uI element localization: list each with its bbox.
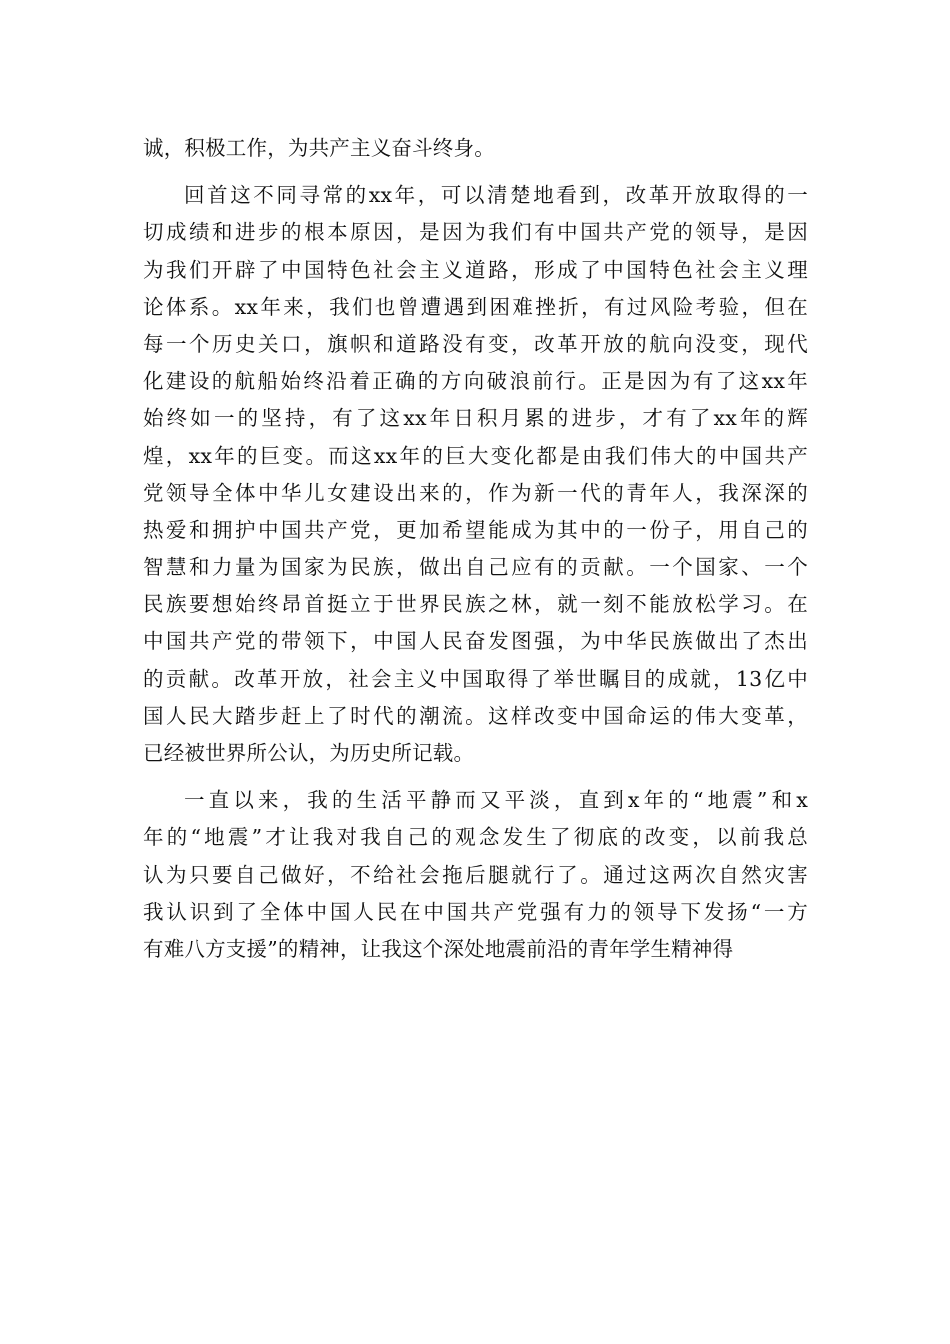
- text-line: 始终如一的坚持，有了这xx年日积月累的进步，才有了xx年的辉: [143, 406, 808, 431]
- text-line: 认为只要自己做好，不给社会拖后腿就行了。通过这两次自然灾害: [143, 862, 808, 887]
- text-line: 煌，xx年的巨变。而这xx年的巨大变化都是由我们伟大的中国共产: [143, 443, 808, 468]
- text-line: 民族要想始终昂首挺立于世界民族之林，就一刻不能放松学习。在: [143, 592, 808, 617]
- paragraph-p3: [143, 782, 808, 968]
- text-line: 化建设的航船始终沿着正确的方向破浪前行。正是因为有了这xx年: [143, 369, 808, 394]
- text-line: 有难八方支援”的精神，让我这个深处地震前沿的青年学生精神得: [143, 936, 734, 961]
- text-line: 我认识到了全体中国人民在中国共产党强有力的领导下发扬“一方: [143, 899, 808, 924]
- text-line: 切成绩和进步的根本原因，是因为我们有中国共产党的领导，是因: [143, 220, 808, 245]
- text-line: 为我们开辟了中国特色社会主义道路，形成了中国特色社会主义理: [143, 257, 808, 282]
- text-line: 一直以来，我的生活平静而又平淡，直到x年的“地震”和x: [184, 788, 808, 813]
- paragraph-p1: [143, 130, 808, 167]
- text-line: 中国共产党的带领下，中国人民奋发图强，为中华民族做出了杰出: [143, 629, 808, 654]
- text-line: 党领导全体中华儿女建设出来的，作为新一代的青年人，我深深的: [143, 480, 808, 505]
- text-line: 年的“地震”才让我对我自己的观念发生了彻底的改变，以前我总: [143, 825, 808, 850]
- text-line: 每一个历史关口，旗帜和道路没有变，改革开放的航向没变，现代: [143, 331, 808, 356]
- paragraph-p2: [143, 177, 808, 772]
- text-line: 国人民大踏步赶上了时代的潮流。这样改变中国命运的伟大变革，: [143, 703, 808, 728]
- text-line: 智慧和力量为国家为民族，做出自己应有的贡献。一个国家、一个: [143, 555, 808, 580]
- text-line: 论体系。xx年来，我们也曾遭遇到困难挫折，有过风险考验，但在: [143, 294, 808, 319]
- text-line: 热爱和拥护中国共产党，更加希望能成为其中的一份子，用自己的: [143, 517, 808, 542]
- text-line: 诚，积极工作，为共产主义奋斗终身。: [143, 136, 495, 160]
- text-line: 回首这不同寻常的xx年，可以清楚地看到，改革开放取得的一: [184, 183, 808, 208]
- text-line: 的贡献。改革开放，社会主义中国取得了举世瞩目的成就，13亿中: [143, 666, 808, 691]
- text-line: 已经被世界所公认，为历史所记载。: [143, 741, 475, 765]
- document-body: [143, 130, 808, 968]
